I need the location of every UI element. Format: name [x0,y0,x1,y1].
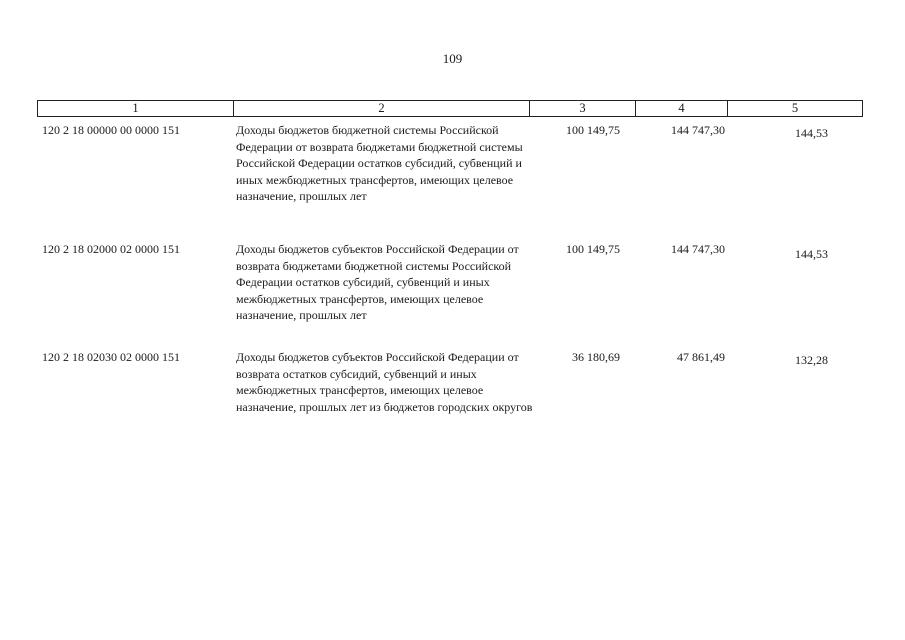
value-col-3: 100 149,75 [566,242,620,256]
header-col-3: 3 [530,101,636,116]
value-col-3: 100 149,75 [566,123,620,137]
value-col-5: 132,28 [795,353,828,367]
budget-code: 120 2 18 00000 00 0000 151 [42,123,180,137]
value-col-3: 36 180,69 [572,350,620,364]
row-description: Доходы бюджетов бюджетной системы Российской Федерации от возврата бюджетами бюджетной системы Российской Федерации остатков субсидий, субвенций и иных межбюджетных трансфертов, имеющих целевое назначение, прошлых лет [236,123,523,203]
row-description: Доходы бюджетов субъектов Российской Федерации от возврата бюджетами бюджетной системы Российской Федерации остатков субсидий, субвенций и иных межбюджетных трансфертов, имеющих целевое назначение, прошлых лет [236,242,519,322]
header-col-1: 1 [38,101,234,116]
header-col-4: 4 [636,101,728,116]
header-col-5: 5 [791,101,799,115]
value-col-4: 144 747,30 [671,242,725,256]
value-col-4: 47 861,49 [677,350,725,364]
budget-code: 120 2 18 02000 02 0000 151 [42,242,180,256]
header-col-2: 2 [234,101,530,116]
value-col-4: 144 747,30 [671,123,725,137]
page-number: 109 [442,51,463,66]
table-header [37,100,863,117]
value-col-5: 144,53 [795,247,828,261]
budget-code: 120 2 18 02030 02 0000 151 [42,350,180,364]
row-description: Доходы бюджетов субъектов Российской Федерации от возврата остатков субсидий, субвенций и иных межбюджетных трансфертов, имеющих целевое назначение, прошлых лет из бюджетов городских округов [236,350,533,414]
value-col-5: 144,53 [795,126,828,140]
